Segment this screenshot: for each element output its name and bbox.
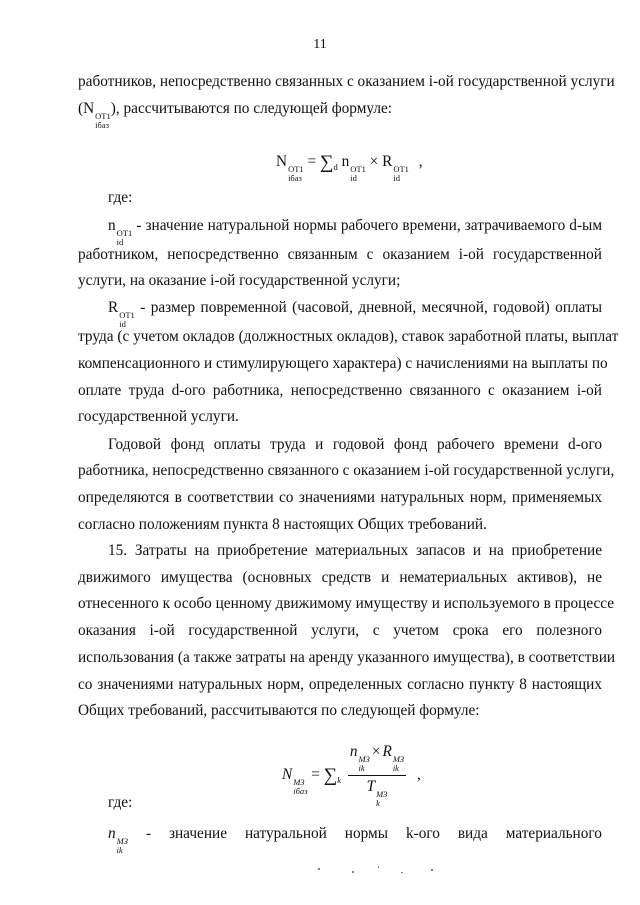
def-n-line-1: n ОТ1 id - значение натуральной нормы рабочего времени, затрачиваемого d-ым <box>108 217 602 247</box>
def-r-line-4: оплате труда d-ого работника, непосредственно связанного с оказанием i-ой <box>78 382 602 399</box>
symbol-n-mz-ik: n МЗ ik <box>108 825 128 855</box>
p15-line-1: 15. Затраты на приобретение материальных запасов и на приобретение <box>108 542 602 559</box>
page-number: 11 <box>313 37 327 52</box>
sum-sign: ∑ <box>319 152 334 173</box>
fund-line-4: согласно положениям пункта 8 настоящих Общих требований. <box>78 516 487 533</box>
scan-artifact <box>318 868 320 870</box>
def-r-line-1: R ОТ1 id - размер повременной (часовой, дневной, месячной, годовой) оплаты <box>108 299 603 329</box>
fund-line-2: работника, непосредственно связанного с оказанием i-ой государственной услуги, <box>78 462 615 479</box>
p15-line-2: движимого имущества (основных средств и нематериальных активов), не <box>78 569 602 586</box>
fund-line-3: определяются в соответствии со значениями натуральных норм, применяемых <box>78 489 602 506</box>
intro-line-2-text: ), рассчитываются по следующей формуле: <box>110 100 393 117</box>
def-n-line-3: услуги, на оказание i-ой государственной услуги; <box>78 272 401 289</box>
open-paren: ( <box>78 100 84 117</box>
formula-labor: N ОТ1 iбаз = $\sum_d$ n ОТ1 id × R ОТ1 id , <box>276 152 423 183</box>
def-r-line-3: компенсационного и стимулирующего характера) с начислениями на выплаты по <box>78 355 608 372</box>
scan-artifact <box>431 869 433 871</box>
where-label-1: где: <box>108 189 133 206</box>
symbol-r-ot1-id: R ОТ1 id <box>108 299 135 329</box>
p15-line-7: Общих требований, рассчитываются по следующей формуле: <box>78 702 480 719</box>
p15-line-3: отнесенного к особо ценному движимому имуществу и используемого в процессе <box>78 595 615 612</box>
scan-artifact <box>352 871 354 873</box>
def-r-line-2: труда (с учетом окладов (должностных окладов), ставок заработной платы, выплат <box>78 328 619 345</box>
def-r-line-5: государственной услуги. <box>78 408 239 425</box>
symbol-n-ot1-id: n ОТ1 id <box>108 217 133 247</box>
p15-line-5: использования (а также затраты на аренду указанного имущества), в соответствии <box>78 649 616 666</box>
intro-line-2 <box>78 99 602 130</box>
sum-sign: ∑ <box>323 765 338 787</box>
formula-materials: N МЗ iбаз = $\sum_k$ n МЗ ik × R МЗ ik T МЗ k , <box>282 743 421 808</box>
where-label-2: где: <box>108 794 133 811</box>
scan-artifact <box>401 872 403 873</box>
fund-line-1: Годовой фонд оплаты труда и годовой фонд рабочего времени d-ого <box>108 436 602 453</box>
scan-artifact <box>378 866 379 868</box>
p15-line-6: со значениями натуральных норм, определенных согласно пункту 8 настоящих <box>78 676 602 693</box>
p15-line-4: оказания i-ой государственной услуги, с учетом срока его полезного <box>78 622 602 639</box>
fraction: n МЗ ik × R МЗ ik T МЗ k <box>349 743 405 808</box>
symbol-n-ot1-ibaz: N ОТ1 iбаз <box>83 100 111 130</box>
def-n-line-2: работником, непосредственно связанным с оказанием i-ой государственной <box>78 246 602 263</box>
intro-line-1: работников, непосредственно связанных с оказанием i-ой государственной услуги <box>78 73 615 90</box>
def-nmz-line-1: n МЗ ik - значение натуральной нормы k-ого вида материального <box>108 825 602 855</box>
